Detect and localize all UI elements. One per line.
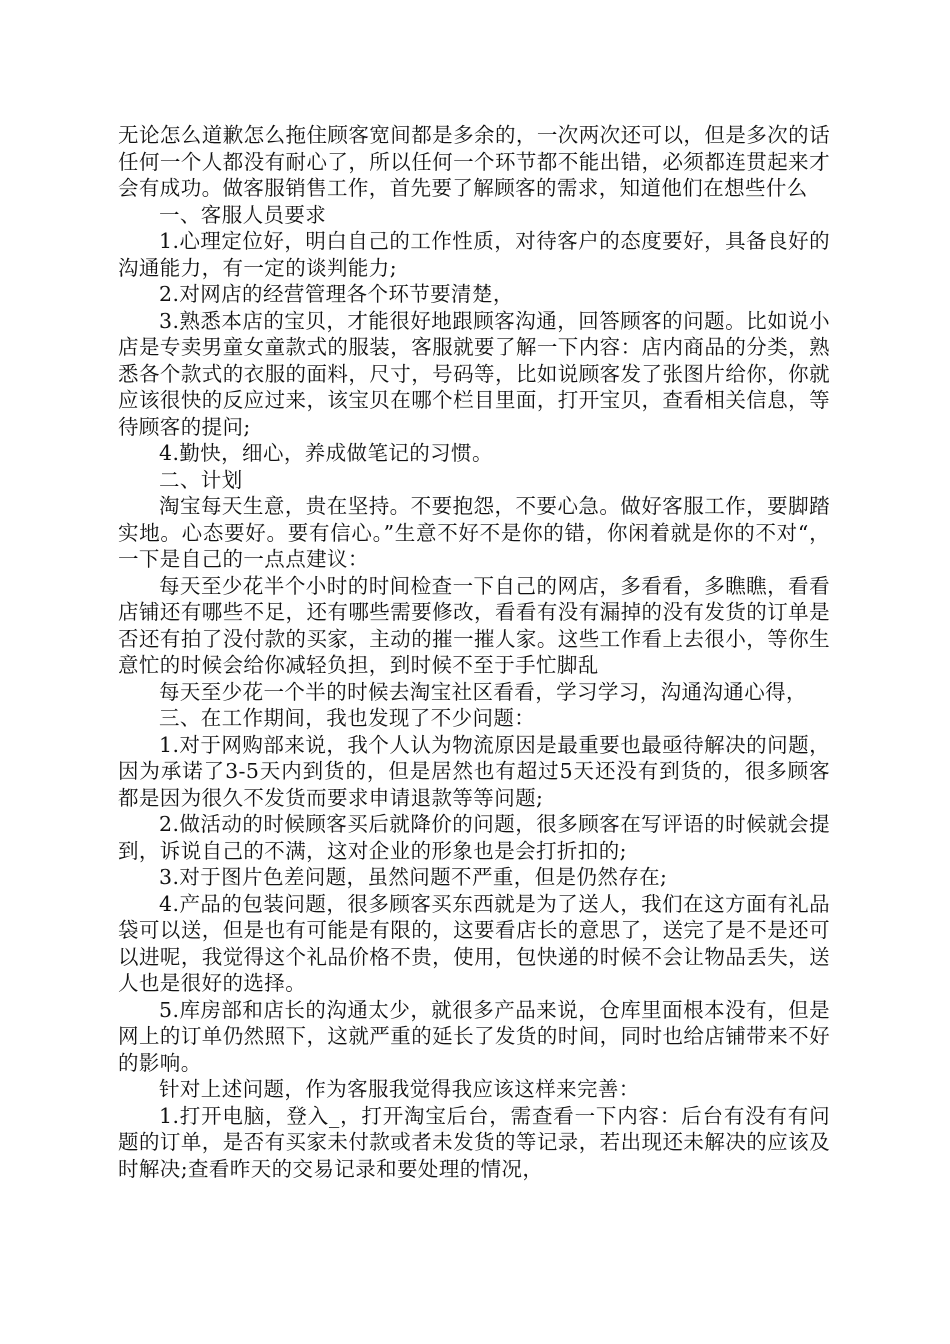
list-item: 4.产品的包装问题，很多顾客买东西就是为了送人，我们在这方面有礼品袋可以送，但是也有可能是有限的，这要看店长的意思了，送完了是不是还可以进呢，我觉得这个礼品价格不贵，使用，包快递的时候不会让物品丢失，送人也是很好的选择。 xyxy=(118,891,830,995)
paragraph: 淘宝每天生意，贵在坚持。不要抱怨，不要心急。做好客服工作，要脚踏实地。心态要好。要有信心。”生意不好不是你的错，你闲着就是你的不对“，一下是自己的一点点建议： xyxy=(118,494,830,571)
list-item: 3.对于图片色差问题，虽然问题不严重，但是仍然存在; xyxy=(159,865,668,889)
list-item: 3.熟悉本店的宝贝，才能很好地跟顾客沟通，回答顾客的问题。比如说小店是专卖男童女童款式的服装，客服就要了解一下内容：店内商品的分类，熟悉各个款式的衣服的面料，尺寸，号码等，比如说顾客发了张图片给你，你就应该很快的反应过来，该宝贝在哪个栏目里面，打开宝贝，查看相关信息，等待顾客的提问; xyxy=(118,308,830,439)
section-heading: 二、计划 xyxy=(159,467,243,492)
paragraph: 无论怎么道歉怎么拖住顾客宽间都是多余的，一次两次还可以，但是多次的话任何一个人都没有耐心了，所以任何一个环节都不能出错，必须都连贯起来才会有成功。做客服销售工作，首先要了解顾客的需求，知道他们在想些什么 xyxy=(118,123,830,200)
section-heading: 一、客服人员要求 xyxy=(159,202,327,227)
section-heading: 三、在工作期间，我也发现了不少问题： xyxy=(159,706,536,730)
paragraph: 每天至少花一个半的时候去淘宝社区看看，学习学习，沟通沟通心得， xyxy=(159,679,807,704)
list-item: 1.对于网购部来说，我个人认为物流原因是最重要也最亟待解决的问题，因为承诺了3-5天内到货的，但是居然也有超过5天还没有到货的，很多顾客都是因为很久不发货而要求申请退款等等问题; xyxy=(118,732,830,810)
document-body xyxy=(118,122,830,1182)
list-item: 2.做活动的时候顾客买后就降价的问题，很多顾客在写评语的时候就会提到，诉说自己的不满，这对企业的形象也是会打折扣的; xyxy=(118,812,830,863)
list-item: 5.库房部和店长的沟通太少，就很多产品来说，仓库里面根本没有，但是网上的订单仍然照下，这就严重的延长了发货的时间，同时也给店铺带来不好的影响。 xyxy=(118,997,830,1075)
list-item: 1.打开电脑，登入_，打开淘宝后台，需查看一下内容：后台有没有有问题的订单，是否有买家未付款或者未发货的等记录，若出现还未解决的应该及时解决;查看昨天的交易记录和要处理的情况， xyxy=(118,1103,830,1181)
paragraph: 每天至少花半个小时的时间检查一下自己的网店，多看看，多瞧瞧，看看店铺还有哪些不足，还有哪些需要修改，看看有没有漏掉的没有发货的订单是否还有拍了没付款的买家，主动的摧一摧人家。这些工作看上去很小，等你生意忙的时候会给你减轻负担，到时候不至于手忙脚乱 xyxy=(118,573,830,677)
list-item: 1.心理定位好，明白自己的工作性质，对待客户的态度要好，具备良好的沟通能力，有一定的谈判能力; xyxy=(118,229,830,280)
list-item: 4.勤快，细心，养成做笔记的习惯。 xyxy=(159,441,493,465)
list-item: 2.对网店的经营管理各个环节要清楚， xyxy=(159,282,514,306)
paragraph: 针对上述问题，作为客服我觉得我应该这样来完善： xyxy=(159,1077,640,1101)
